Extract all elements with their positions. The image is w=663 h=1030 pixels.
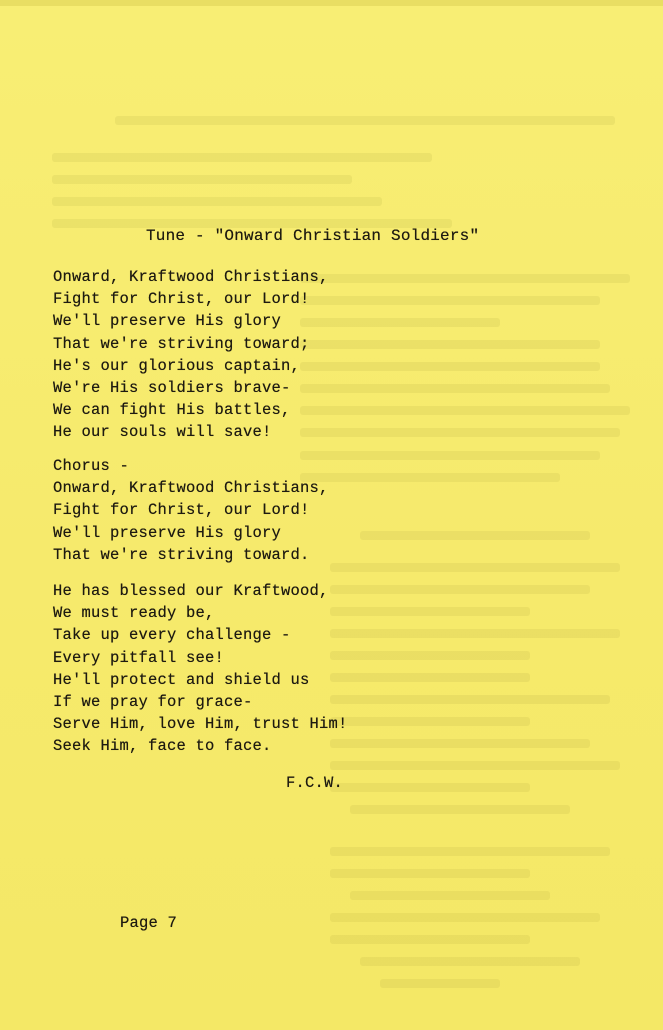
verse-line: Fight for Christ, our Lord! bbox=[53, 290, 310, 309]
verse-line: We can fight His battles, bbox=[53, 401, 291, 420]
verse-line: He'll protect and shield us bbox=[53, 670, 310, 689]
verse-line: He our souls will save! bbox=[53, 423, 272, 442]
chorus-line: We'll preserve His glory bbox=[53, 523, 282, 542]
author-initials: F.C.W. bbox=[286, 774, 344, 792]
verse-1 bbox=[53, 266, 329, 444]
song-title: Tune - "Onward Christian Soldiers" bbox=[146, 227, 480, 245]
verse-line: Serve Him, love Him, trust Him! bbox=[53, 715, 348, 734]
verse-line: We'll preserve His glory bbox=[53, 312, 282, 331]
chorus-line: That we're striving toward. bbox=[53, 545, 310, 564]
verse-line: That we're striving toward; bbox=[53, 334, 310, 353]
chorus-heading: Chorus - bbox=[53, 457, 130, 475]
chorus bbox=[53, 455, 329, 566]
verse-line: Take up every challenge - bbox=[53, 626, 291, 645]
verse-line: He has blessed our Kraftwood, bbox=[53, 582, 329, 600]
verse-line: Every pitfall see! bbox=[53, 648, 225, 667]
page-top-edge bbox=[0, 0, 663, 6]
verse-line: If we pray for grace- bbox=[53, 692, 253, 711]
chorus-line: Onward, Kraftwood Christians, bbox=[53, 479, 329, 498]
verse-line: Onward, Kraftwood Christians, bbox=[53, 268, 329, 286]
verse-line: Seek Him, face to face. bbox=[53, 737, 272, 756]
page-number: Page 7 bbox=[120, 914, 178, 932]
verse-line: He's our glorious captain, bbox=[53, 356, 301, 375]
verse-line: We must ready be, bbox=[53, 604, 215, 623]
chorus-line: Fight for Christ, our Lord! bbox=[53, 501, 310, 520]
verse-2 bbox=[53, 580, 348, 758]
verse-line: We're His soldiers brave- bbox=[53, 378, 291, 397]
